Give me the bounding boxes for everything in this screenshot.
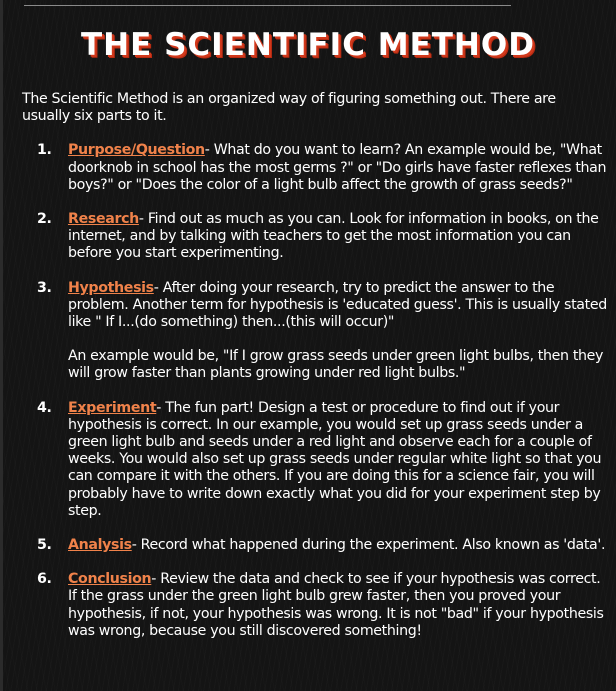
step-conclusion — [22, 571, 607, 640]
research-link[interactable]: Research — [68, 211, 139, 228]
purpose-question-link[interactable]: Purpose/Question — [68, 142, 205, 159]
intro-paragraph: The Scientific Method is an organized way of figuring something out. There are usually six parts to it. — [22, 91, 556, 125]
step-research — [22, 211, 607, 263]
conclusion-link[interactable]: Conclusion — [68, 571, 152, 588]
step-number: 5. — [37, 537, 52, 554]
step-description: - Find out as much as you can. Look for information in books, on the internet, and by talking with teachers to get the most information you can before you start experimenting. — [68, 211, 599, 262]
analysis-link[interactable]: Analysis — [68, 537, 132, 554]
hypothesis-link[interactable]: Hypothesis — [68, 279, 154, 296]
page-left-border — [0, 0, 3, 691]
step-hypothesis — [22, 280, 607, 383]
step-number: 4. — [37, 399, 52, 416]
step-purpose-question — [22, 142, 607, 194]
main-content — [22, 91, 607, 657]
step-experiment — [22, 400, 607, 520]
step-number: 6. — [37, 571, 52, 588]
step-analysis — [22, 537, 607, 554]
step-number: 1. — [37, 142, 52, 159]
step-description: - What do you want to learn? An example would be, "What doorknob in school has the most germs ?" or "Do girls have faster reflexes than boys?" or "Does the color of a light bulb affect the growth of grass seeds?" — [68, 142, 607, 193]
page-title: THE SCIENTIFIC METHOD — [81, 27, 535, 63]
step-description: - The fun part! Design a test or procedure to find out if your hypothesis is correct. In our example, you would set up grass seeds under a green light bulb and seeds under a red light and observe each for a couple of weeks. You would also set up grass seeds under regular white light so that you can compare it with the others. If you are doing this for a science fair, you will probably have to write down exactly what you did for your experiment step by step. — [68, 399, 602, 519]
steps-list — [22, 142, 607, 640]
step-number: 2. — [37, 211, 52, 228]
step-number: 3. — [37, 279, 52, 296]
hypothesis-example: An example would be, "If I grow grass seeds under green light bulbs, then they will grow faster than plants growing under red light bulbs." — [68, 348, 604, 382]
top-divider — [24, 5, 511, 6]
experiment-link[interactable]: Experiment — [68, 399, 157, 416]
step-description: - After doing your research, try to predict the answer to the problem. Another term for hypothesis is 'educated guess'. This is usually stated like " If I...(do something) then...(this will occur)" — [68, 279, 607, 331]
step-description: - Record what happened during the experiment. Also known as 'data'. — [131, 537, 606, 554]
step-description: - Review the data and check to see if your hypothesis was correct. If the grass under the green light bulb grew faster, then you proved your hypothesis, if not, your hypothesis was wrong. It is not "bad" if your hypothesis was wrong, because you still discovered something! — [68, 571, 604, 639]
